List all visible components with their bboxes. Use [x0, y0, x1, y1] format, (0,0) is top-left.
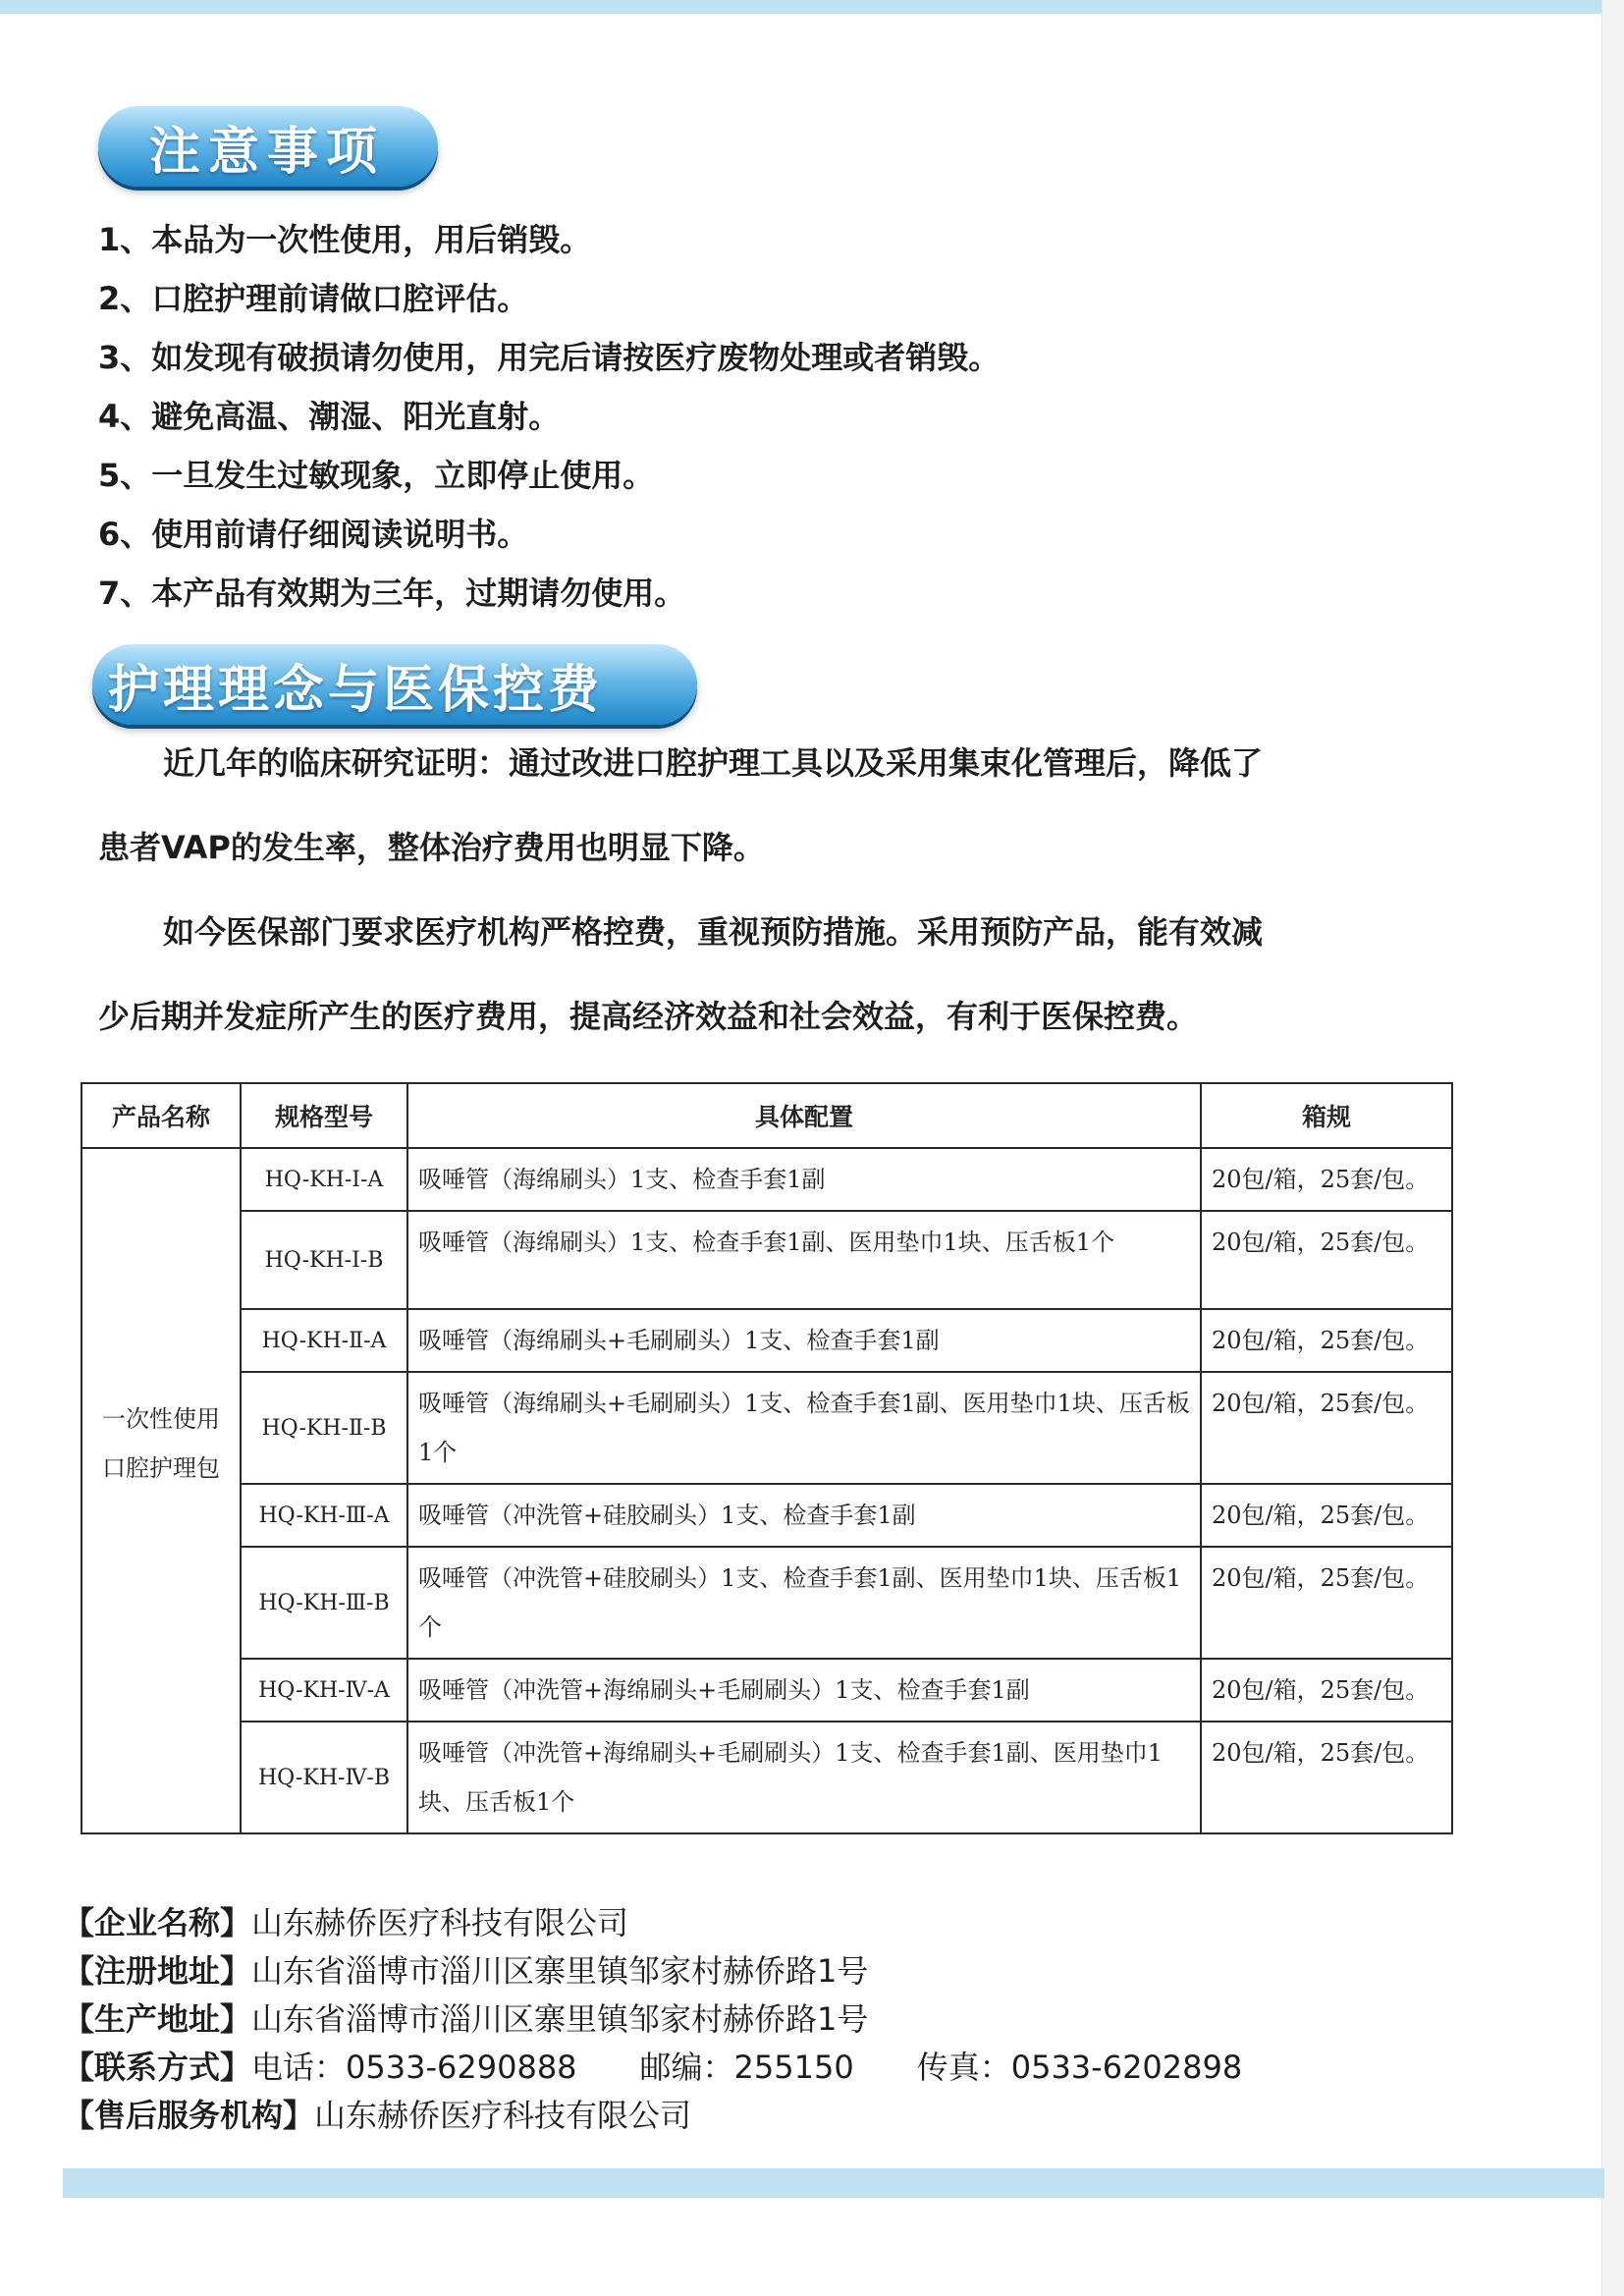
company-info	[63, 1899, 1437, 2140]
company-name-label: 【企业名称】	[63, 1904, 252, 1941]
product-name-cell	[81, 1148, 241, 1833]
packing-cell: 20包/箱，25套/包。	[1201, 1722, 1452, 1833]
note-item: 1、本品为一次性使用，用后销毁。	[98, 221, 592, 258]
phone-value: 0533-6290888	[346, 2049, 577, 2086]
postcode-label: 邮编：	[639, 2049, 734, 2086]
model-cell: HQ-KH-Ⅱ-A	[241, 1309, 407, 1372]
paragraph-clinical-research	[98, 721, 1375, 890]
header-packing: 箱规	[1201, 1083, 1452, 1148]
note-item: 2、口腔护理前请做口腔评估。	[98, 280, 529, 317]
paragraph-line: 近几年的临床研究证明：通过改进口腔护理工具以及采用集束化管理后，降低了	[163, 744, 1264, 782]
config-cell: 吸唾管（海绵刷头）1支、检查手套1副、医用垫巾1块、压舌板1个	[407, 1211, 1201, 1309]
packing-cell: 20包/箱，25套/包。	[1201, 1372, 1452, 1484]
care-section-title: 护理理念与医保控费	[92, 644, 697, 725]
packing-cell: 20包/箱，25套/包。	[1201, 1659, 1452, 1722]
model-cell: HQ-KH-Ⅲ-B	[241, 1547, 407, 1659]
top-decorative-band	[0, 0, 1624, 14]
service-label: 【售后服务机构】	[63, 2097, 315, 2134]
model-cell: HQ-KH-Ⅰ-B	[241, 1211, 407, 1309]
table-row	[81, 1722, 1452, 1833]
product-name-line: 一次性使用	[102, 1405, 220, 1433]
table-row	[81, 1372, 1452, 1484]
model-cell: HQ-KH-Ⅲ-A	[241, 1484, 407, 1547]
notes-list	[98, 210, 1178, 623]
table-row	[81, 1148, 1452, 1211]
config-cell: 吸唾管（冲洗管+海绵刷头+毛刷刷头）1支、检查手套1副、医用垫巾1块、压舌板1个	[407, 1722, 1201, 1833]
registered-address-value: 山东省淄博市淄川区寨里镇邹家村赫侨路1号	[251, 1952, 869, 1990]
paragraph-line: 少后期并发症所产生的医疗费用，提高经济效益和社会效益，有利于医保控费。	[98, 998, 1199, 1035]
production-address-value: 山东省淄博市淄川区寨里镇邹家村赫侨路1号	[251, 2000, 869, 2038]
packing-cell: 20包/箱，25套/包。	[1201, 1547, 1452, 1659]
note-item: 6、使用前请仔细阅读说明书。	[98, 516, 529, 553]
company-name-row	[63, 1899, 1437, 1947]
table-row	[81, 1309, 1452, 1372]
packing-cell: 20包/箱，25套/包。	[1201, 1309, 1452, 1372]
contact-row	[63, 2044, 1437, 2092]
note-item: 5、一旦发生过敏现象，立即停止使用。	[98, 457, 655, 494]
service-value: 山东赫侨医疗科技有限公司	[314, 2097, 692, 2134]
config-cell: 吸唾管（冲洗管+硅胶刷头）1支、检查手套1副、医用垫巾1块、压舌板1个	[407, 1547, 1201, 1659]
header-config: 具体配置	[407, 1083, 1201, 1148]
header-model: 规格型号	[241, 1083, 407, 1148]
service-row	[63, 2092, 1437, 2140]
model-cell: HQ-KH-Ⅳ-A	[241, 1659, 407, 1722]
contact-label: 【联系方式】	[63, 2049, 252, 2086]
bottom-decorative-band	[63, 2168, 1604, 2198]
production-address-label: 【生产地址】	[63, 2000, 252, 2038]
paragraph-line: 患者VAP的发生率，整体治疗费用也明显下降。	[98, 829, 765, 866]
fax-label: 传真：	[916, 2049, 1011, 2086]
note-item: 4、避免高温、潮湿、阳光直射。	[98, 398, 561, 435]
phone-label: 电话：	[251, 2049, 347, 2086]
postcode-value: 255150	[733, 2049, 854, 2086]
table-row	[81, 1659, 1452, 1722]
table-header-row	[81, 1083, 1452, 1148]
packing-cell: 20包/箱，25套/包。	[1201, 1148, 1452, 1211]
table-row	[81, 1547, 1452, 1659]
page-right-edge	[1601, 0, 1624, 2296]
registered-address-row	[63, 1947, 1437, 1995]
config-cell: 吸唾管（冲洗管+海绵刷头+毛刷刷头）1支、检查手套1副	[407, 1659, 1201, 1722]
product-name-line: 口腔护理包	[102, 1454, 220, 1482]
config-cell: 吸唾管（海绵刷头+毛刷刷头）1支、检查手套1副、医用垫巾1块、压舌板1个	[407, 1372, 1201, 1484]
model-cell: HQ-KH-Ⅳ-B	[241, 1722, 407, 1833]
product-spec-table	[81, 1082, 1453, 1834]
table-row	[81, 1484, 1452, 1547]
table-row	[81, 1211, 1452, 1309]
notes-section-title: 注意事项	[98, 106, 438, 187]
paragraph-insurance-control	[98, 890, 1375, 1059]
production-address-row	[63, 1995, 1437, 2044]
registered-address-label: 【注册地址】	[63, 1952, 252, 1990]
config-cell: 吸唾管（冲洗管+硅胶刷头）1支、检查手套1副	[407, 1484, 1201, 1547]
fax-value: 0533-6202898	[1010, 2049, 1243, 2086]
note-item: 7、本产品有效期为三年，过期请勿使用。	[98, 574, 686, 612]
packing-cell: 20包/箱，25套/包。	[1201, 1211, 1452, 1309]
packing-cell: 20包/箱，25套/包。	[1201, 1484, 1452, 1547]
model-cell: HQ-KH-Ⅱ-B	[241, 1372, 407, 1484]
header-product-name: 产品名称	[81, 1083, 241, 1148]
config-cell: 吸唾管（海绵刷头+毛刷刷头）1支、检查手套1副	[407, 1309, 1201, 1372]
note-item: 3、如发现有破损请勿使用，用完后请按医疗废物处理或者销毁。	[98, 339, 1001, 376]
model-cell: HQ-KH-Ⅰ-A	[241, 1148, 407, 1211]
company-name-value: 山东赫侨医疗科技有限公司	[251, 1904, 629, 1941]
config-cell: 吸唾管（海绵刷头）1支、检查手套1副	[407, 1148, 1201, 1211]
paragraph-line: 如今医保部门要求医疗机构严格控费，重视预防措施。采用预防产品，能有效减	[163, 913, 1264, 951]
